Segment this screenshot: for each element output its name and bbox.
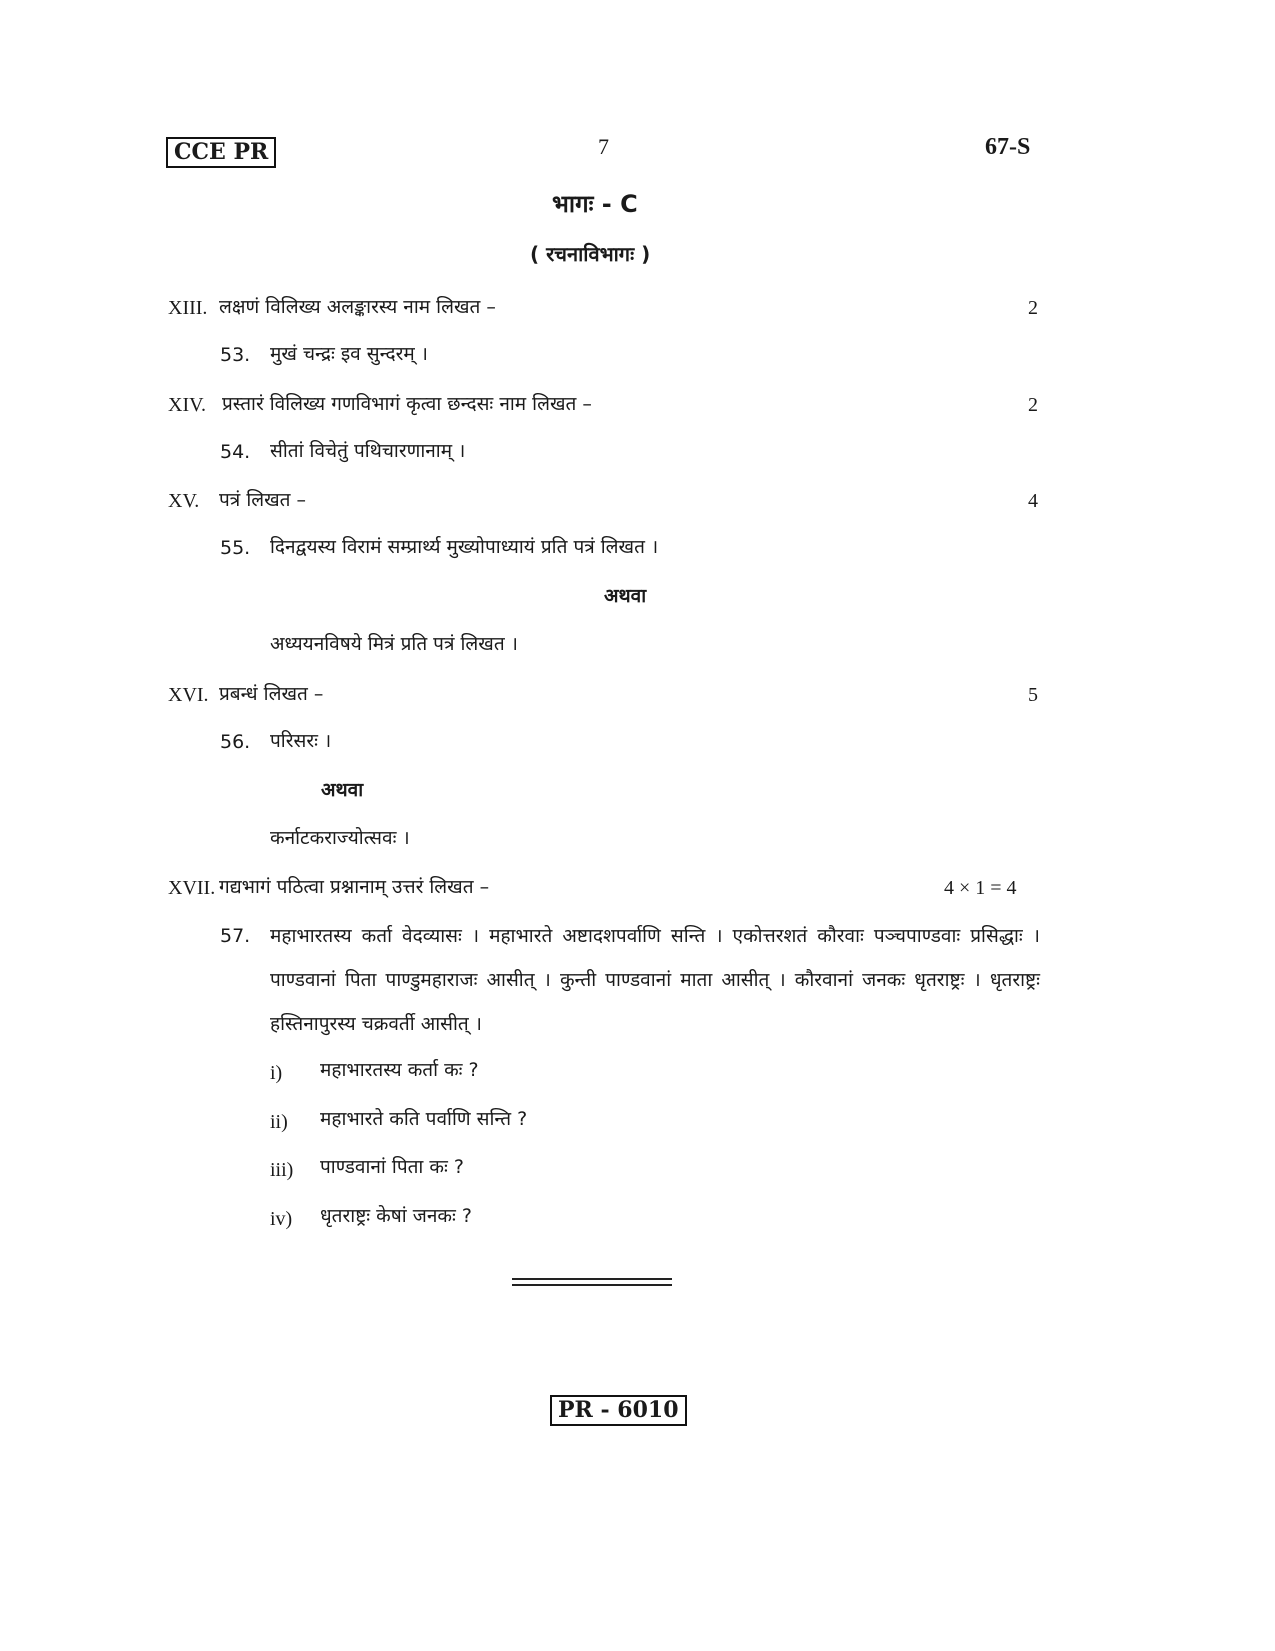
question-marks: 2 <box>1028 297 1038 319</box>
end-rule-bottom <box>512 1284 672 1286</box>
subquestion-number: iii) <box>270 1159 294 1181</box>
question-prompt: प्रबन्धं लिखत – <box>219 683 324 705</box>
question-marks: 2 <box>1028 394 1038 416</box>
question-prompt: प्रस्तारं विलिख्य गणविभागं कृत्वा छन्दसः नाम लिखत – <box>222 393 592 415</box>
question-marks: 5 <box>1028 684 1038 706</box>
page-number: 7 <box>598 134 609 159</box>
question-marks: 4 <box>1028 490 1038 512</box>
subquestion-number: i) <box>270 1062 283 1084</box>
section-subtitle: ( रचनाविभागः ) <box>530 242 651 266</box>
question-roman: XVII. <box>168 877 216 899</box>
end-rule-top <box>512 1278 672 1280</box>
question-prompt: लक्षणं विलिख्य अलङ्कारस्य नाम लिखत – <box>219 296 496 318</box>
exam-code-box: CCE PR <box>166 137 276 168</box>
question-number: 56. <box>220 731 251 753</box>
footer-code-box: PR - 6010 <box>550 1395 687 1426</box>
subquestion-text: महाभारतस्य कर्ता कः ? <box>320 1059 479 1081</box>
question-text: दिनद्वयस्य विरामं सम्प्रार्थ्य मुख्योपाध्यायं प्रति पत्रं लिखत । <box>270 536 659 558</box>
alternative-text: कर्नाटकराज्योत्सवः । <box>270 827 410 849</box>
question-roman: XVI. <box>168 684 209 706</box>
subquestion-text: धृतराष्ट्रः केषां जनकः ? <box>320 1205 472 1227</box>
alternative-text: अध्ययनविषये मित्रं प्रति पत्रं लिखत । <box>270 633 518 655</box>
subquestion-text: महाभारते कति पर्वाणि सन्ति ? <box>320 1108 528 1130</box>
or-label: अथवा <box>321 779 364 801</box>
subquestion-number: ii) <box>270 1111 288 1133</box>
section-title: भागः - C <box>552 190 638 218</box>
subquestion-number: iv) <box>270 1208 293 1230</box>
question-roman: XIV. <box>168 394 206 416</box>
question-roman: XIII. <box>168 297 208 319</box>
question-text: मुखं चन्द्रः इव सुन्दरम् । <box>270 343 428 365</box>
question-number: 53. <box>220 344 251 366</box>
question-number: 57. <box>220 925 251 947</box>
question-text: परिसरः । <box>270 730 332 752</box>
question-roman: XV. <box>168 490 200 512</box>
subquestion-text: पाण्डवानां पिता कः ? <box>320 1156 464 1178</box>
question-prompt: पत्रं लिखत – <box>219 489 307 511</box>
question-prompt: गद्यभागं पठित्वा प्रश्नानाम् उत्तरं लिखत – <box>219 876 490 898</box>
question-number: 54. <box>220 441 251 463</box>
paper-code: 67-S <box>985 134 1031 160</box>
or-label: अथवा <box>604 585 647 607</box>
passage-text: महाभारतस्य कर्ता वेदव्यासः । महाभारते अष्टादशपर्वाणि सन्ति । एकोत्तरशतं कौरवाः पञ्चपाण्डवाः प्रसिद्धाः । पाण्डवानां पिता पाण्डुमहाराजः आसीत् । कुन्ती पाण्डवानां माता आसीत् । कौरवानां जनकः धृतराष्ट्रः । धृतराष्ट्रः हस्तिनापुरस्य चक्रवर्ती आसीत् । <box>270 925 1040 1035</box>
question-number: 55. <box>220 537 251 559</box>
question-text: सीतां विचेतुं पथिचारणानाम् । <box>270 440 466 462</box>
question-marks: 4 × 1 = 4 <box>944 877 1017 899</box>
